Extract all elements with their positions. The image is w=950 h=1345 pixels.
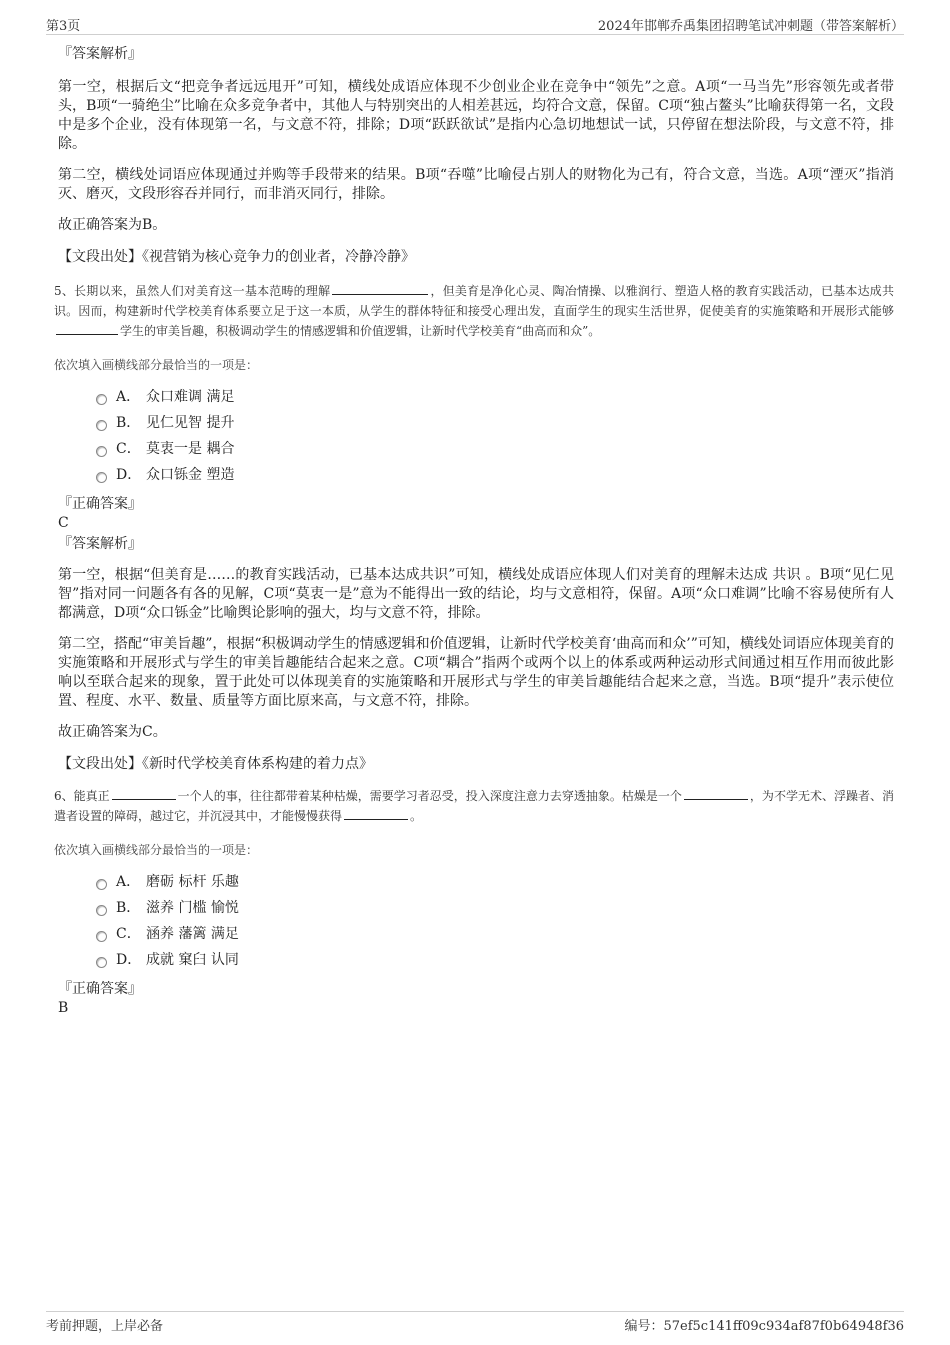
answer-conclusion: 故正确答案为C。: [58, 724, 167, 740]
analysis-paragraph: 第二空，搭配“审美旨趣”，根据“积极调动学生的情感逻辑和价值逻辑，让新时代学校美育‘曲高而和众’”可知，横线处词语应体现美育的实施策略和开展形式与学生的审美旨趣能结合起来之意。C项“耦合”指两个或两个以上的体系或两种运动形式间通过相互作用而彼此影响以至联合起来的现象，置于此处可以体现美育的实施策略和开展形式与学生的审美旨趣能结合起来之意，当选。B项“提升”表示使位置、程度、水平、数量、质量等方面比原来高，与文意不符，排除。: [58, 636, 894, 709]
option-d[interactable]: D． 众口铄金 塑造: [96, 462, 894, 488]
answer-blank: [684, 787, 748, 800]
question-text: 。: [410, 809, 423, 823]
radio-button[interactable]: [96, 957, 107, 968]
radio-button[interactable]: [96, 394, 107, 405]
question-stem: [54, 786, 894, 826]
radio-button[interactable]: [96, 420, 107, 431]
analysis-paragraph: 第一空，根据“但美育是……的教育实践活动，已基本达成共识”可知，横线处成语应体现人们对美育的理解未达成 共识 。B项“见仁见智”指对同一问题各有各的见解，C项“莫衷一是”意为不能得出一致的结论，均与文意相符，保留。A项“众口难调”比喻不容易使所有人都满意，D项“众口铄金”比喻舆论影响的强大，均与文意不符，排除。: [58, 567, 894, 621]
answer-blank: [344, 807, 408, 820]
radio-button[interactable]: [96, 879, 107, 890]
page-content: [54, 44, 894, 1017]
answer-conclusion: 故正确答案为B。: [58, 217, 167, 233]
question-stem: [54, 281, 894, 341]
question-text: 5、长期以来，虽然人们对美育这一基本范畴的理解: [54, 284, 331, 298]
radio-button[interactable]: [96, 446, 107, 457]
correct-answer: B: [58, 1000, 69, 1016]
page-footer: [46, 1311, 904, 1332]
page-number: 第3页: [46, 19, 81, 34]
footer-slogan: 考前押题，上岸必备: [46, 1319, 164, 1334]
document-title: 2024年邯郸乔禹集团招聘笔试冲刺题（带答案解析）: [597, 19, 904, 34]
option-c[interactable]: C． 莫衷一是 耦合: [96, 436, 894, 462]
question-text: 学生的审美旨趣，积极调动学生的情感逻辑和价值逻辑，让新时代学校美育“曲高而和众”。: [120, 324, 601, 338]
question-text: ，但美育是净化心灵、陶冶情操、以雅润行、塑造人格的教育实践活动，已基本达成共识。因而，构建新时代学校美育体系要立足于这一本质，从学生的群体特征和接受心理出发，直面学生的现实生活世界，促使美育的实施策略和开展形式能够: [54, 284, 894, 318]
question-instruction: 依次填入画横线部分最恰当的一项是：: [54, 843, 259, 857]
document-id: 编号：57ef5c141ff09c934af87f0b64948f36: [624, 1319, 904, 1334]
answer-blank: [56, 322, 118, 335]
source-citation: 【文段出处】《视营销为核心竞争力的创业者，冷静冷静》: [58, 249, 415, 265]
question-instruction: 依次填入画横线部分最恰当的一项是：: [54, 358, 259, 372]
radio-button[interactable]: [96, 472, 107, 483]
question-text: 6、能真正: [54, 789, 110, 803]
radio-button[interactable]: [96, 931, 107, 942]
option-a[interactable]: A． 磨砺 标杆 乐趣: [96, 869, 894, 895]
question-text: ，为不学无术、浮躁者、消遣者设置的障碍，越过它，并沉浸其中，才能慢慢获得: [54, 789, 894, 823]
answer-blank: [112, 787, 176, 800]
analysis-label: 『答案解析』: [58, 46, 142, 62]
option-b[interactable]: B． 滋养 门槛 愉悦: [96, 895, 894, 921]
options-list: [96, 384, 894, 488]
correct-answer: C: [58, 515, 69, 531]
option-b[interactable]: B． 见仁见智 提升: [96, 410, 894, 436]
radio-button[interactable]: [96, 905, 107, 916]
analysis-label: 『答案解析』: [58, 536, 142, 552]
option-a[interactable]: A． 众口难调 满足: [96, 384, 894, 410]
option-d[interactable]: D． 成就 窠臼 认同: [96, 947, 894, 973]
analysis-paragraph: 第二空，横线处词语应体现通过并购等手段带来的结果。B项“吞噬”比喻侵占别人的财物化为己有，符合文意，当选。A项“湮灭”指消灭、磨灭，文段形容吞并同行，而非消灭同行，排除。: [58, 167, 894, 202]
answer-blank: [332, 282, 428, 295]
page-header: [46, 14, 904, 35]
correct-answer-label: 『正确答案』: [58, 981, 142, 997]
options-list: [96, 869, 894, 973]
option-c[interactable]: C． 涵养 藩篱 满足: [96, 921, 894, 947]
source-citation: 【文段出处】《新时代学校美育体系构建的着力点》: [58, 756, 373, 772]
correct-answer-label: 『正确答案』: [58, 496, 142, 512]
question-text: 一个人的事，往往都带着某种枯燥，需要学习者忍受，投入深度注意力去穿透抽象。枯燥是一个: [177, 789, 682, 803]
analysis-paragraph: 第一空，根据后文“把竞争者远远甩开”可知，横线处成语应体现不少创业企业在竞争中“领先”之意。A项“一马当先”形容领先或者带头，B项“一骑绝尘”比喻在众多竞争者中，其他人与特别突出的人相差甚远，均符合文意，保留。C项“独占鳌头”比喻获得第一名，文段中是多个企业，没有体现第一名，与文意不符，排除；D项“跃跃欲试”是指内心急切地想试一试，只停留在想法阶段，与文意不符，排除。: [58, 79, 894, 152]
